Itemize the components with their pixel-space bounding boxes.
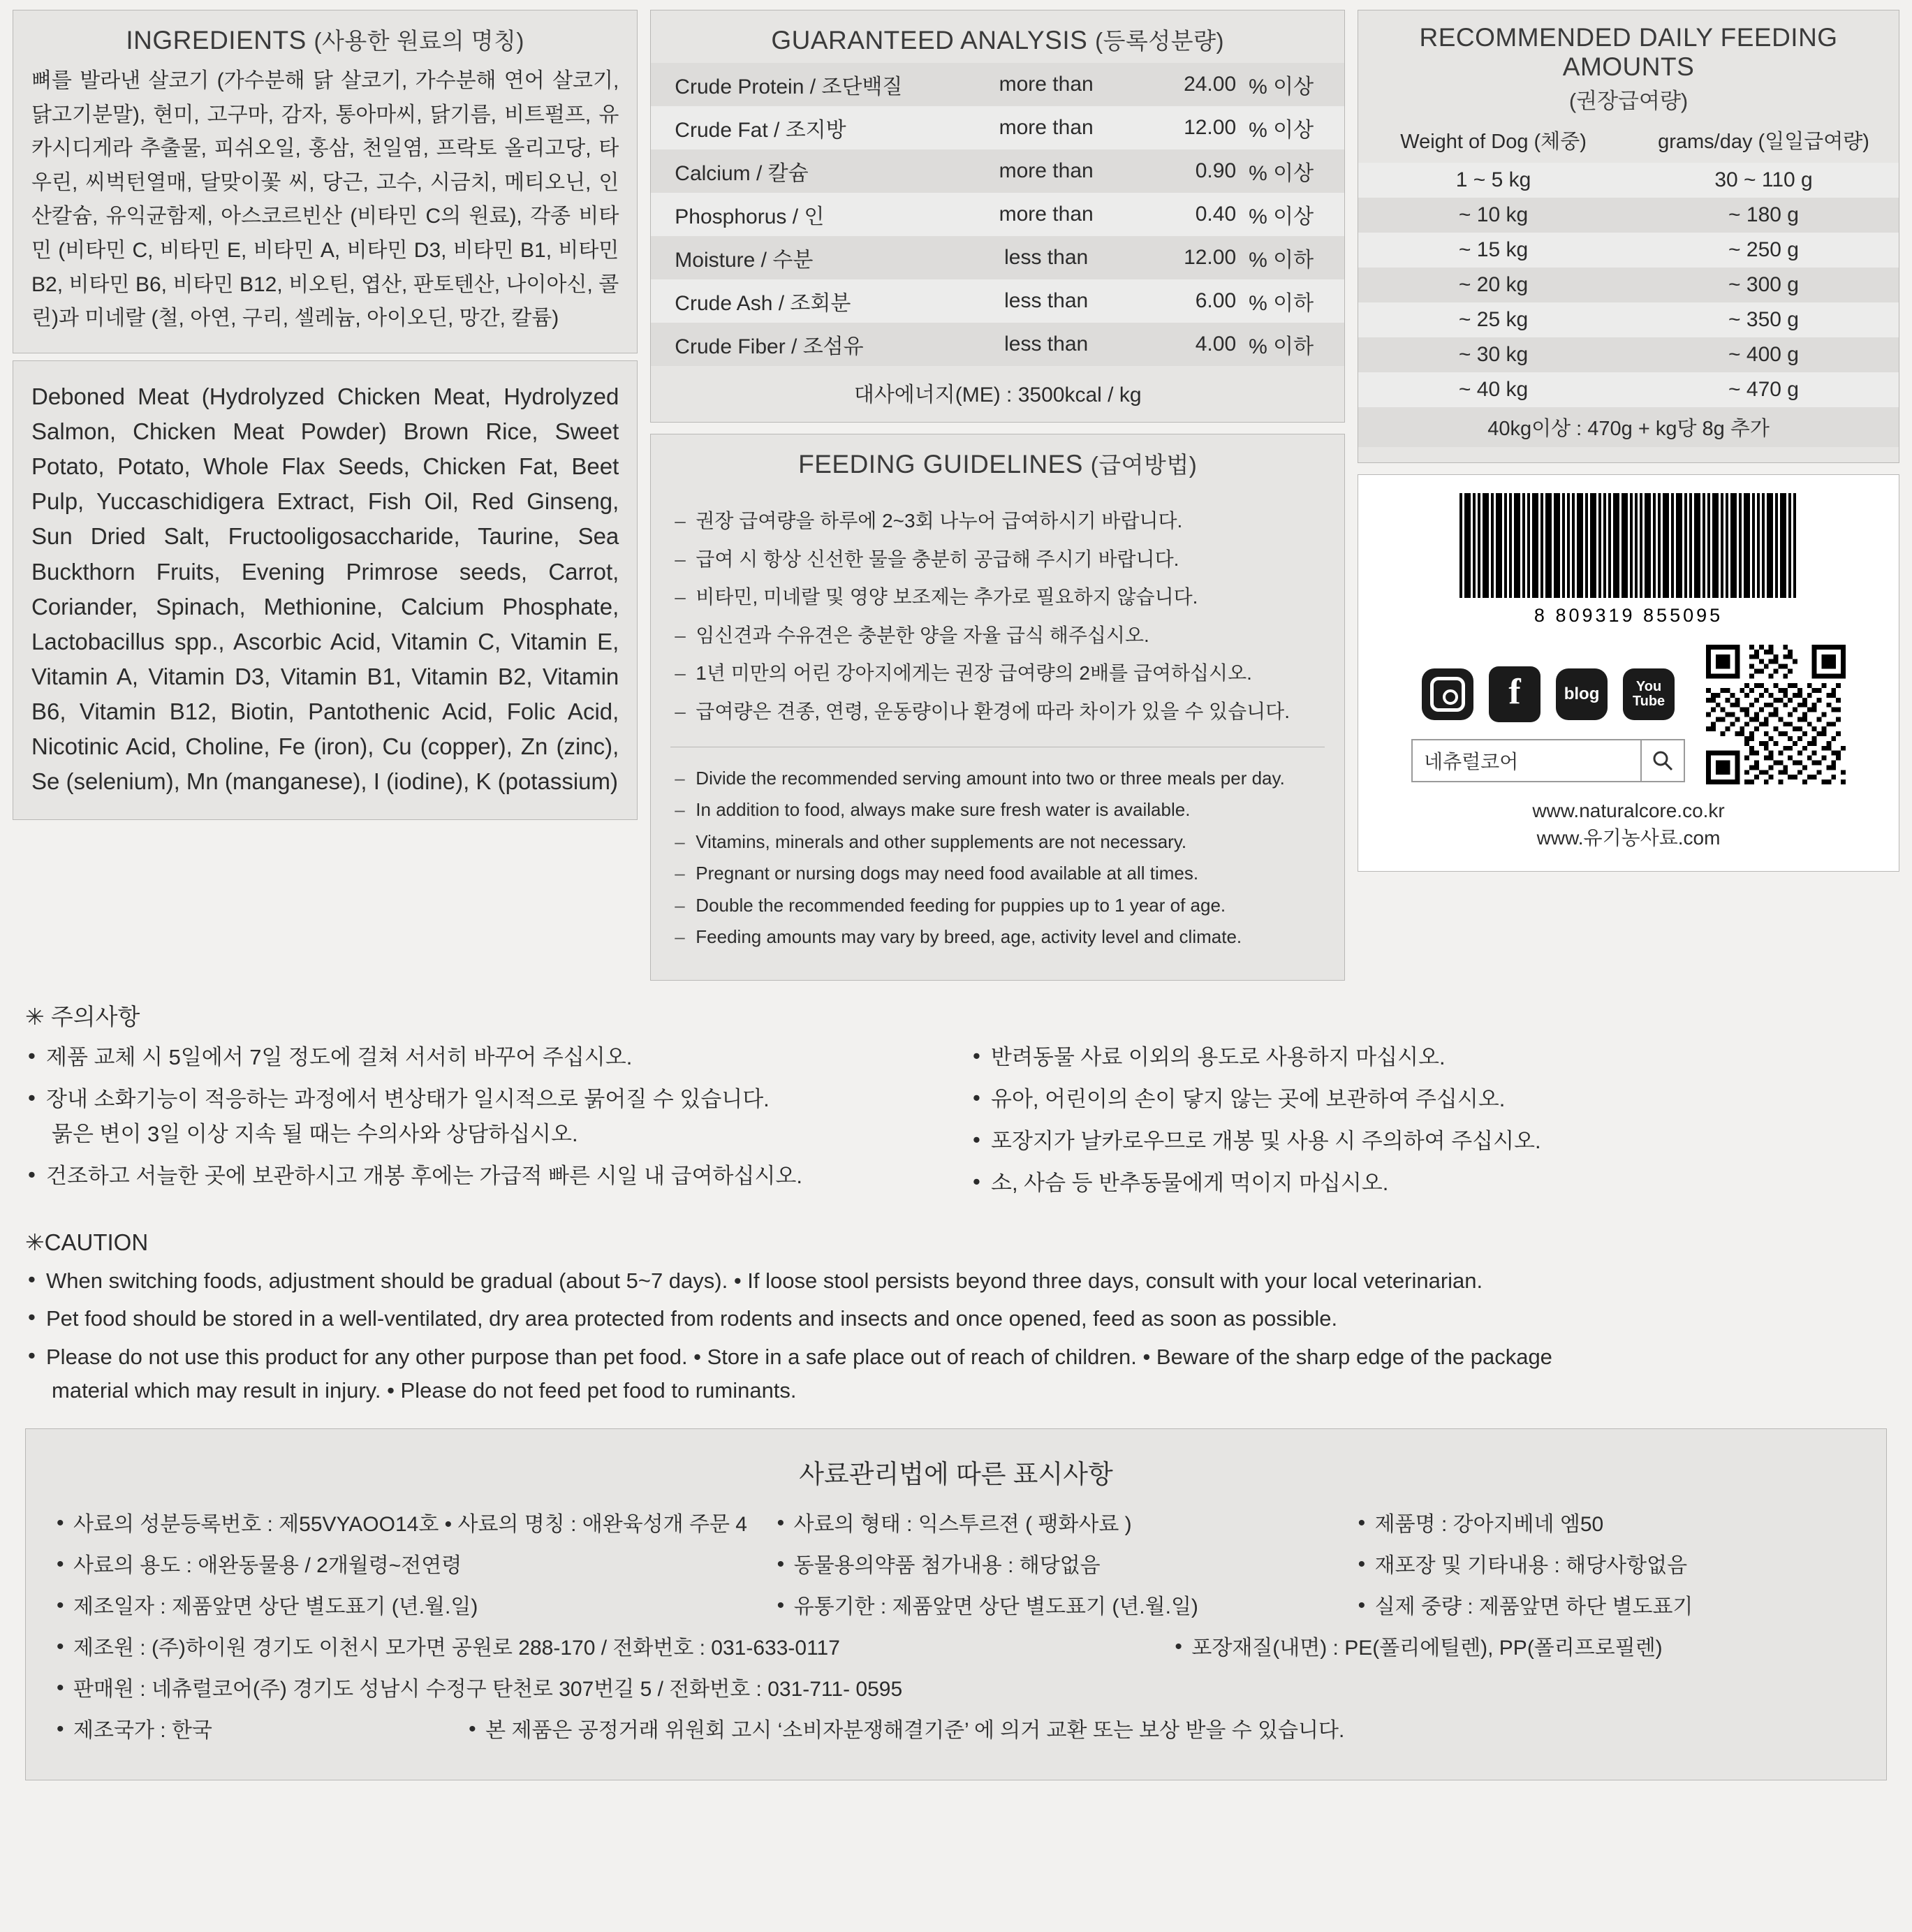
guaranteed-analysis-table bbox=[651, 63, 1344, 366]
social-and-qr bbox=[1358, 645, 1899, 784]
ga-value: 0.40 bbox=[1195, 203, 1237, 226]
list-item: – 권장 급여량을 하루에 2~3회 나누어 급여하시기 바랍니다. bbox=[675, 502, 1323, 541]
list-item: – Double the recommended feeding for puppies up to 1 year of age. bbox=[675, 890, 1323, 922]
table-row bbox=[651, 236, 1344, 279]
fa-grams: ~ 350 g bbox=[1728, 308, 1799, 331]
table-row bbox=[1358, 233, 1899, 268]
list-item: – Feeding amounts may vary by breed, age, activity level and climate. bbox=[675, 921, 1323, 953]
fa-header-grams: grams/day (일일급여량) bbox=[1658, 131, 1869, 153]
fa-weight: ~ 10 kg bbox=[1458, 203, 1529, 226]
social-links bbox=[1422, 666, 1675, 722]
brand-panel bbox=[1358, 474, 1899, 872]
ga-nutrient: Phosphorus / 인 bbox=[675, 205, 825, 228]
caution-korean-section bbox=[13, 999, 1899, 1208]
list-item: • When switching foods, adjustment should be gradual (about 5~7 days). • If loose stool persists beyond three days, consult with your local veterinarian. bbox=[25, 1264, 1887, 1298]
ingredients-korean-text: 뼈를 발라낸 살코기 (가수분해 닭 살코기, 가수분해 연어 살코기, 닭고기분말), 현미, 고구마, 감자, 통아마씨, 닭기름, 비트펄프, 유카시디게라 추출물, 피쉬오일, 홍삼, 천일염, 프락토 올리고당, 타우린, 씨벅턴열매, 달맞이꽃 씨, 당근, 고수, 시금치, 메티오닌, 인산칼슘, 유익균함제, 아스코르빈산 (비타민 C의 원료), 각종 비타민 (비타민 C, 비타민 E, 비타민 A, 비타민 D3, 비타민 B1, 비타민 B2, 비타민 B6, 비타민 B12, 비오틴, 엽산, 판토텐산, 나이아신, 콜린)과 미네랄 (철, 아연, 구리, 셀레늄, 아이오딘, 망간, 칼륨) bbox=[31, 69, 619, 330]
list-item: – Pregnant or nursing dogs may need food available at all times. bbox=[675, 858, 1323, 890]
feeding-guidelines-korean-list bbox=[651, 498, 1344, 736]
list-item: • 건조하고 서늘한 곳에 보관하시고 개봉 후에는 가급적 빠른 시일 내 급여하십시오. bbox=[25, 1159, 942, 1194]
legal-row bbox=[50, 1632, 1862, 1664]
legal-row bbox=[50, 1715, 1862, 1746]
feeding-amounts-column bbox=[1358, 10, 1899, 872]
table-row bbox=[651, 279, 1344, 323]
guaranteed-analysis-title bbox=[651, 10, 1344, 63]
website-primary[interactable]: www.naturalcore.co.kr bbox=[1532, 800, 1725, 821]
fa-weight: ~ 40 kg bbox=[1458, 378, 1529, 401]
guaranteed-analysis-panel bbox=[650, 10, 1345, 423]
ga-unit: % 이상 bbox=[1249, 75, 1314, 98]
ingredients-english-text: Deboned Meat (Hydrolyzed Chicken Meat, Hydrolyzed Salmon, Chicken Meat Powder) Brown Rice, Sweet Potato, Potato, Whole Flax Seeds, Chicken Fat, Beet Pulp, Yuccaschidigera Extract, Fish Oil, Red Ginseng, Sun Dried Salt, Fructooligosaccharide, Taurine, Sea Buckthorn Fruits, Evening Primrose seeds, Carrot, Coriander, Spinach, Methionine, Calcium Phosphate, Lactobacillus spp., Ascorbic Acid, Vitamin C, Vitamin E, Vitamin A, Vitamin D3, Vitamin B1, Vitamin B2, Vitamin B6, Vitamin B12, Biotin, Pantothenic Acid, Folic Acid, Nicotinic Acid, Choline, Fe (iron), Cu (copper), Zn (zinc), Se (selenium), Mn (manganese), I (iodine), K (potassium) bbox=[13, 360, 638, 820]
list-item: • 소, 사슴 등 반추동물에게 먹이지 마십시오. bbox=[970, 1166, 1887, 1201]
legal-field: • 실제 중량 : 제품앞면 하단 별도표기 bbox=[1351, 1591, 1862, 1623]
ga-value: 12.00 bbox=[1184, 116, 1237, 139]
analysis-column bbox=[650, 10, 1345, 981]
ga-value: 0.90 bbox=[1195, 159, 1237, 182]
legal-field: • 재포장 및 기타내용 : 해당사항없음 bbox=[1351, 1550, 1862, 1581]
table-row bbox=[651, 323, 1344, 366]
caution-english-section bbox=[13, 1229, 1899, 1407]
ga-unit: % 이상 bbox=[1249, 119, 1314, 142]
legal-field: • 유통기한 : 제품앞면 상단 별도표기 (년.월.일) bbox=[770, 1591, 1351, 1623]
barcode bbox=[1358, 493, 1899, 598]
caution-english-heading: ✳CAUTION bbox=[25, 1229, 149, 1256]
legal-field: • 포장재질(내면) : PE(폴리에틸렌), PP(폴리프로필렌) bbox=[1168, 1632, 1862, 1664]
ga-modifier: less than bbox=[1004, 289, 1089, 312]
ga-modifier: less than bbox=[1004, 332, 1089, 356]
ga-modifier: more than bbox=[999, 116, 1094, 139]
table-row bbox=[1358, 302, 1899, 337]
fa-note: 40kg이상 : 470g + kg당 8g 추가 bbox=[1358, 407, 1899, 447]
list-item bbox=[25, 1082, 942, 1152]
legal-field: • 동물용의약품 첨가내용 : 해당없음 bbox=[770, 1550, 1351, 1581]
fg-title-kr: (급여방법) bbox=[1090, 452, 1198, 478]
list-item: – 1년 미만의 어린 강아지에게는 권장 급여량의 2배를 급여하십시오. bbox=[675, 654, 1323, 693]
list-item: – 비타민, 미네랄 및 영양 보조제는 추가로 필요하지 않습니다. bbox=[675, 578, 1323, 617]
social-column bbox=[1411, 647, 1685, 782]
caution-text-continued: material which may result in injury. • Please do not feed pet food to ruminants. bbox=[52, 1377, 797, 1403]
feeding-amounts-title bbox=[1358, 10, 1899, 83]
ga-unit: % 이하 bbox=[1249, 249, 1314, 272]
ingredients-title-en: INGREDIENTS bbox=[126, 26, 307, 54]
fa-weight: ~ 20 kg bbox=[1458, 273, 1529, 296]
ga-nutrient: Calcium / 칼슘 bbox=[675, 162, 809, 185]
table-row bbox=[1358, 268, 1899, 302]
blog-icon[interactable]: blog bbox=[1556, 668, 1608, 720]
ga-value: 12.00 bbox=[1184, 246, 1237, 269]
list-item: – Vitamins, minerals and other supplements are not necessary. bbox=[675, 826, 1323, 858]
list-item: – 임신견과 수유견은 충분한 양을 자율 급식 해주십시오. bbox=[675, 617, 1323, 655]
website-secondary[interactable]: www.유기농사료.com bbox=[1536, 827, 1721, 849]
legal-field: • 사료의 형태 : 익스투르젼 ( 팽화사료 ) bbox=[770, 1509, 1351, 1540]
naver-search-widget[interactable] bbox=[1411, 739, 1685, 782]
instagram-icon[interactable] bbox=[1422, 668, 1473, 720]
caution-text: 장내 소화기능이 적응하는 과정에서 변상태가 일시적으로 묽어질 수 있습니다. bbox=[46, 1086, 770, 1111]
caution-text: Please do not use this product for any other purpose than pet food. • Store in a safe place out of reach of children. • Beware of the sharp edge of the package bbox=[46, 1344, 1552, 1369]
legal-title: 사료관리법에 따른 표시사항 bbox=[799, 1459, 1113, 1488]
list-item: – In addition to food, always make sure fresh water is available. bbox=[675, 794, 1323, 826]
legal-row bbox=[50, 1509, 1862, 1540]
ingredients-column bbox=[13, 10, 638, 820]
ga-nutrient: Moisture / 수분 bbox=[675, 249, 814, 272]
ga-modifier: more than bbox=[999, 159, 1094, 182]
qr-code[interactable] bbox=[1706, 645, 1846, 784]
ga-title-en: GUARANTEED ANALYSIS bbox=[771, 26, 1088, 54]
website-lines bbox=[1358, 797, 1899, 851]
legal-field: • 제조국가 : 한국 bbox=[50, 1715, 462, 1746]
ga-nutrient: Crude Fat / 조지방 bbox=[675, 119, 846, 142]
legal-row bbox=[50, 1550, 1862, 1581]
ga-value: 4.00 bbox=[1195, 332, 1237, 356]
legal-field: • 판매원 : 네츄럴코어(주) 경기도 성남시 수정구 탄천로 307번길 5 / 전화번호 : 031-711- 0595 bbox=[50, 1674, 1862, 1705]
ga-modifier: more than bbox=[999, 203, 1094, 226]
caution-text-continued: 묽은 변이 3일 이상 지속 될 때는 수의사와 상담하십시오. bbox=[52, 1122, 578, 1146]
feeding-amounts-panel bbox=[1358, 10, 1899, 463]
list-item: • 유아, 어린이의 손이 닿지 않는 곳에 보관하여 주십시오. bbox=[970, 1082, 1887, 1117]
ga-modifier: less than bbox=[1004, 246, 1089, 269]
table-row bbox=[651, 149, 1344, 193]
feeding-guidelines-panel bbox=[650, 434, 1345, 981]
legal-field: • 제조원 : (주)하이원 경기도 이천시 모가면 공원로 288-170 / 전화번호 : 031-633-0117 bbox=[50, 1632, 1168, 1664]
ga-unit: % 이하 bbox=[1249, 292, 1314, 315]
fa-grams: ~ 300 g bbox=[1728, 273, 1799, 296]
fa-grams: 30 ~ 110 g bbox=[1714, 168, 1813, 191]
table-row bbox=[1358, 337, 1899, 372]
legal-field: • 본 제품은 공정거래 위원회 고시 ‘소비자분쟁해결기준’ 에 의거 교환 또는 보상 받을 수 있습니다. bbox=[462, 1715, 1862, 1746]
table-row bbox=[651, 193, 1344, 236]
fa-header-weight: Weight of Dog (체중) bbox=[1400, 131, 1587, 153]
list-item: • 포장지가 날카로우므로 개봉 및 사용 시 주의하여 주십시오. bbox=[970, 1124, 1887, 1159]
youtube-icon[interactable]: You Tube bbox=[1623, 668, 1675, 720]
table-row bbox=[1358, 163, 1899, 198]
fa-weight: ~ 30 kg bbox=[1458, 343, 1529, 366]
list-item: • 반려동물 사료 이외의 용도로 사용하지 마십시오. bbox=[970, 1040, 1887, 1075]
ingredients-title-kr: (사용한 원료의 명칭) bbox=[314, 28, 524, 54]
ga-unit: % 이상 bbox=[1249, 162, 1314, 185]
legal-field: • 제조일자 : 제품앞면 상단 별도표기 (년.월.일) bbox=[50, 1591, 770, 1623]
legal-field: • 제품명 : 강아지베네 엠50 bbox=[1351, 1509, 1862, 1540]
ga-title-kr: (등록성분량) bbox=[1095, 28, 1224, 54]
fa-title-kr: (권장급여량) bbox=[1568, 89, 1689, 113]
ga-value: 24.00 bbox=[1184, 73, 1237, 96]
ingredients-panel bbox=[13, 10, 638, 353]
instagram-glyph bbox=[1430, 677, 1465, 712]
ga-nutrient: Crude Protein / 조단백질 bbox=[675, 75, 903, 98]
fa-weight: 1 ~ 5 kg bbox=[1455, 168, 1531, 191]
list-item: – Divide the recommended serving amount into two or three meals per day. bbox=[675, 763, 1323, 795]
list-item bbox=[25, 1340, 1887, 1407]
fa-title-en: RECOMMENDED DAILY FEEDING AMOUNTS bbox=[1419, 23, 1838, 81]
legal-field: • 사료의 성분등록번호 : 제55VYAOO14호 • 사료의 명칭 : 애완육성개 주문 4 bbox=[50, 1509, 770, 1540]
list-item: • 제품 교체 시 5일에서 7일 정도에 걸쳐 서서히 바꾸어 주십시오. bbox=[25, 1040, 942, 1075]
table-header-row bbox=[1358, 120, 1899, 163]
ga-unit: % 이하 bbox=[1249, 335, 1314, 358]
ingredients-title bbox=[13, 10, 637, 63]
legal-row bbox=[50, 1591, 1862, 1623]
barcode-number: 8 809319 855095 bbox=[1534, 605, 1723, 626]
table-row bbox=[1358, 372, 1899, 407]
list-item: – 급여 시 항상 신선한 물을 충분히 공급해 주시기 바랍니다. bbox=[675, 541, 1323, 579]
fa-grams: ~ 470 g bbox=[1728, 378, 1799, 401]
table-row bbox=[1358, 407, 1899, 447]
ga-value: 6.00 bbox=[1195, 289, 1237, 312]
ga-nutrient: Crude Ash / 조회분 bbox=[675, 292, 851, 315]
search-input[interactable]: 네츄럴코어 bbox=[1411, 739, 1642, 782]
metabolizable-energy: 대사에너지(ME) : 3500kcal / kg bbox=[853, 383, 1142, 407]
caution-korean-right bbox=[970, 1040, 1887, 1208]
ga-nutrient: Crude Fiber / 조섬유 bbox=[675, 335, 864, 358]
fa-grams: ~ 400 g bbox=[1728, 343, 1799, 366]
table-row bbox=[651, 63, 1344, 106]
top-panels bbox=[13, 10, 1899, 981]
fg-title-en: FEEDING GUIDELINES bbox=[798, 450, 1083, 478]
caution-korean-heading: ✳ 주의사항 bbox=[25, 1003, 140, 1030]
list-item: – 급여량은 견종, 연령, 운동량이나 환경에 따라 차이가 있을 수 있습니다. bbox=[675, 693, 1323, 731]
legal-panel bbox=[25, 1428, 1887, 1780]
feeding-amounts-table bbox=[1358, 120, 1899, 447]
fa-weight: ~ 25 kg bbox=[1458, 308, 1529, 331]
table-row bbox=[651, 106, 1344, 149]
ga-modifier: more than bbox=[999, 73, 1094, 96]
search-icon[interactable] bbox=[1642, 739, 1685, 782]
fa-weight: ~ 15 kg bbox=[1458, 238, 1529, 261]
feeding-guidelines-title bbox=[651, 434, 1344, 487]
fa-grams: ~ 250 g bbox=[1728, 238, 1799, 261]
caution-korean-left bbox=[25, 1040, 942, 1208]
feeding-guidelines-english-list bbox=[651, 759, 1344, 969]
legal-row bbox=[50, 1674, 1862, 1705]
ga-unit: % 이상 bbox=[1249, 205, 1314, 228]
legal-field: • 사료의 용도 : 애완동물용 / 2개월령~전연령 bbox=[50, 1550, 770, 1581]
table-row bbox=[1358, 198, 1899, 233]
list-item: • Pet food should be stored in a well-ventilated, dry area protected from rodents and insects and once opened, feed as soon as possible. bbox=[25, 1302, 1887, 1335]
fa-grams: ~ 180 g bbox=[1728, 203, 1799, 226]
facebook-icon[interactable]: f bbox=[1489, 666, 1540, 722]
